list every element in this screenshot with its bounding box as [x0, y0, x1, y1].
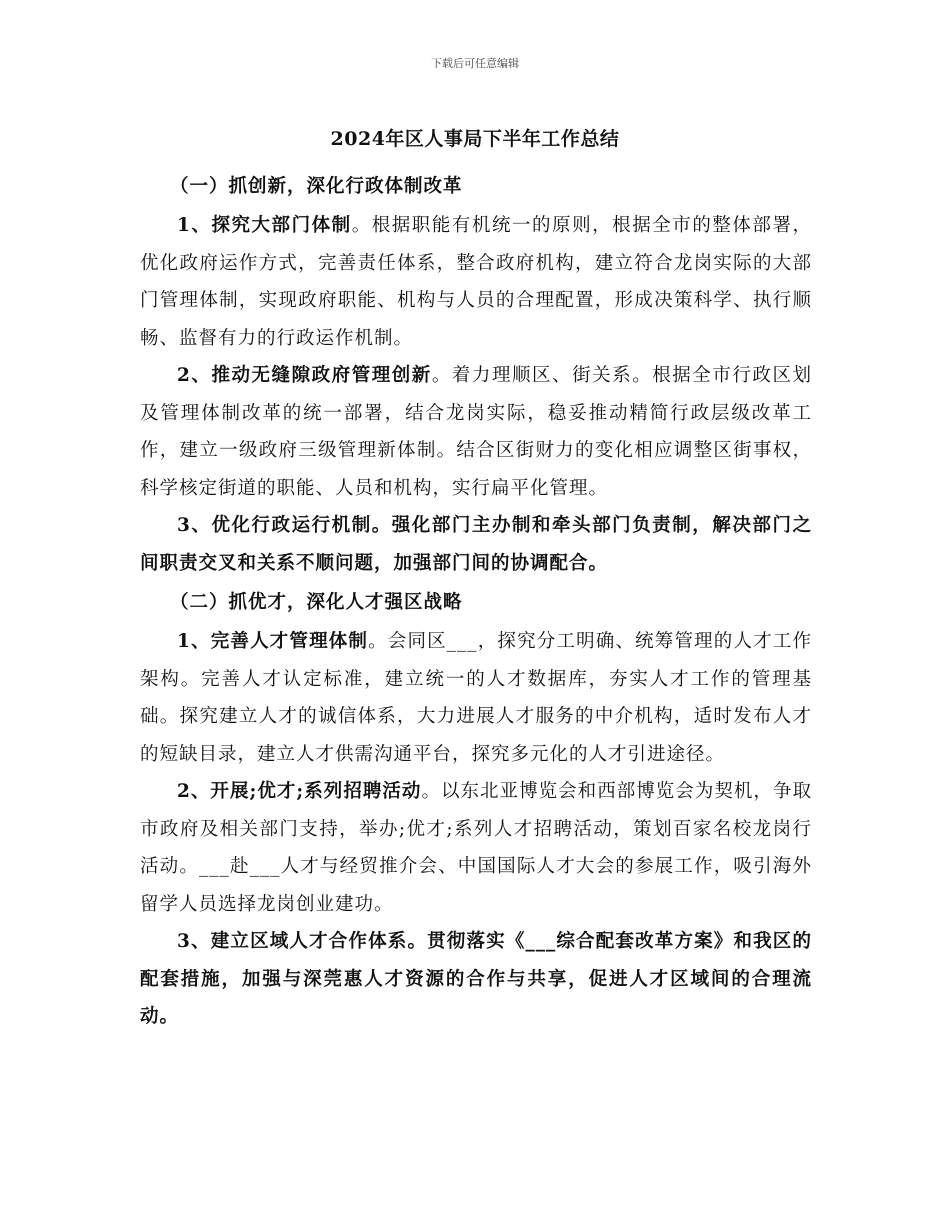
paragraph-text: 。根据职能有机统一的原则，根据全市的整体部署，优化政府运作方式，完善责任体系，整合政府机构，建立符合龙岗实际的大部门管理体制，实现政府职能、机构与人员的合理配置，形成决策科学、执行顺畅、监督有力的行政运作机制。: [140, 215, 812, 349]
paragraph-text: 。以东北亚博览会和西部博览会为契机，争取市政府及相关部门支持，举办;优才;系列人才招聘活动，策划百家名校龙岗行活动。___赴___人才与经贸推介会、中国国际人才大会的参展工作，吸引海外留学人员选择龙岗创业建功。: [140, 781, 812, 915]
paragraph: [140, 623, 812, 773]
paragraph: [140, 507, 812, 582]
paragraph-lead: 3、优化行政运行机制。强化部门主办制和牵头部门负责制，解决部门之间职责交叉和关系不顺问题，加强部门间的协调配合。: [140, 515, 812, 574]
paragraph-lead: 2、推动无缝隙政府管理创新: [177, 365, 432, 386]
paragraph-text: 。着力理顺区、街关系。根据全市行政区划及管理体制改革的统一部署，结合龙岗实际，稳妥推动精简行政层级改革工作，建立一级政府三级管理新体制。结合区街财力的变化相应调整区街事权，科学核定街道的职能、人员和机构，实行扁平化管理。: [140, 365, 812, 499]
section-heading: （一）抓创新，深化行政体制改革: [170, 176, 463, 197]
paragraph: [140, 207, 812, 357]
paragraph: [140, 357, 812, 507]
paragraph: [140, 923, 812, 1036]
page-header-note: 下载后可任意编辑: [431, 57, 519, 70]
section-heading: （二）抓优才，深化人才强区战略: [170, 592, 463, 613]
document-body: [140, 166, 812, 1036]
paragraph-lead: 1、探究大部门体制: [177, 215, 352, 236]
paragraph-lead: 3、建立区域人才合作体系。贯彻落实《___综合配套改革方案》和我区的配套措施，加强与深莞惠人才资源的合作与共享，促进人才区域间的合理流动。: [140, 931, 812, 1027]
document-title: 2024年区人事局下半年工作总结: [330, 128, 620, 150]
paragraph-lead: 2、开展;优才;系列招聘活动: [177, 781, 422, 802]
paragraph-lead: 1、完善人才管理体制: [177, 631, 369, 652]
paragraph: [140, 773, 812, 923]
paragraph-text: 。会同区___，探究分工明确、统筹管理的人才工作架构。完善人才认定标准，建立统一的人才数据库，夯实人才工作的管理基础。探究建立人才的诚信体系，大力进展人才服务的中介机构，适时发布人才的短缺目录，建立人才供需沟通平台，探究多元化的人才引进途径。: [140, 631, 812, 765]
